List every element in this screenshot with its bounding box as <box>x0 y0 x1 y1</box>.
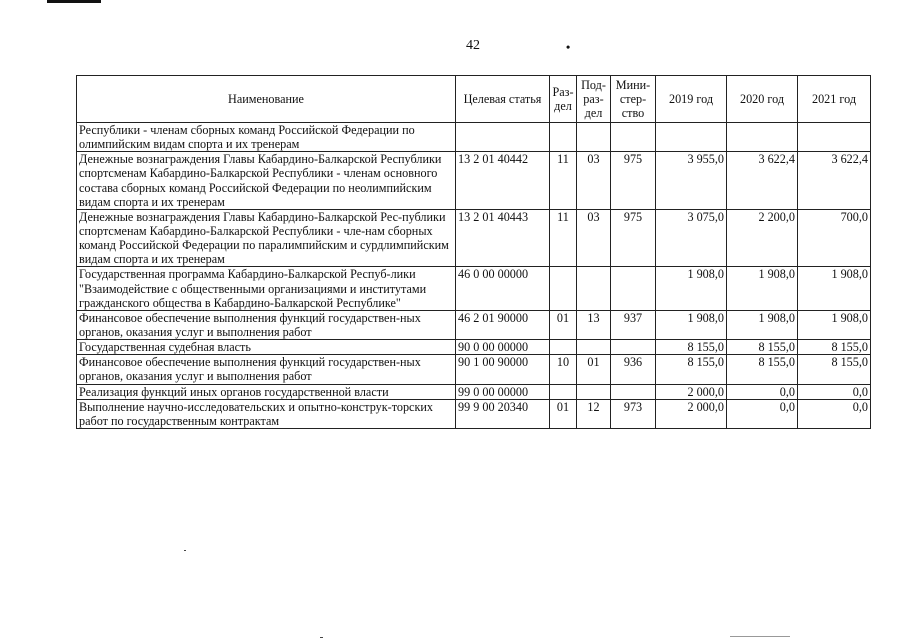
row-2020: 3 622,4 <box>727 152 798 210</box>
corner-mark <box>47 0 101 3</box>
row-2021: 1 908,0 <box>798 267 871 310</box>
row-2020 <box>727 123 798 152</box>
row-2019: 3 075,0 <box>656 209 727 267</box>
row-target: 46 2 01 90000 <box>456 310 550 339</box>
row-2020: 2 200,0 <box>727 209 798 267</box>
table-row <box>77 355 871 384</box>
row-subsection: 01 <box>577 355 611 384</box>
row-2019: 1 908,0 <box>656 267 727 310</box>
row-subsection: 13 <box>577 310 611 339</box>
header-2020: 2020 год <box>727 76 798 123</box>
dot-mark: • <box>566 40 571 54</box>
table-row <box>77 310 871 339</box>
row-subsection <box>577 123 611 152</box>
row-2019: 8 155,0 <box>656 355 727 384</box>
row-subsection: 03 <box>577 152 611 210</box>
row-name: Денежные вознаграждения Главы Кабардино-Балкарской Республики спортсменам Кабардино-Балкарской Республики - членам основного состава сборных команд Российской Федерации по неолимпийским видам спорта и их тренерам <box>77 152 456 210</box>
row-2019: 2 000,0 <box>656 384 727 399</box>
row-2020: 0,0 <box>727 399 798 428</box>
row-section: 10 <box>550 355 577 384</box>
table-row <box>77 340 871 355</box>
row-ministry: 975 <box>611 152 656 210</box>
row-2021: 700,0 <box>798 209 871 267</box>
row-2020: 1 908,0 <box>727 267 798 310</box>
header-name: Наименование <box>77 76 456 123</box>
row-2020: 0,0 <box>727 384 798 399</box>
row-name: Государственная судебная власть <box>77 340 456 355</box>
row-2019: 2 000,0 <box>656 399 727 428</box>
table-row <box>77 267 871 310</box>
scan-mark <box>184 550 186 551</box>
row-section: 01 <box>550 310 577 339</box>
row-ministry: 937 <box>611 310 656 339</box>
row-target: 99 9 00 20340 <box>456 399 550 428</box>
row-2019 <box>656 123 727 152</box>
row-target: 13 2 01 40443 <box>456 209 550 267</box>
header-section: Раз-дел <box>550 76 577 123</box>
row-2021: 0,0 <box>798 384 871 399</box>
row-subsection <box>577 267 611 310</box>
row-2021 <box>798 123 871 152</box>
row-2020: 8 155,0 <box>727 340 798 355</box>
table-row <box>77 399 871 428</box>
header-2021: 2021 год <box>798 76 871 123</box>
row-section <box>550 123 577 152</box>
table-row <box>77 152 871 210</box>
scan-mark <box>320 637 323 638</box>
header-2019: 2019 год <box>656 76 727 123</box>
row-2019: 3 955,0 <box>656 152 727 210</box>
row-target <box>456 123 550 152</box>
row-2021: 0,0 <box>798 399 871 428</box>
row-section: 01 <box>550 399 577 428</box>
row-name: Денежные вознаграждения Главы Кабардино-Балкарской Рес-публики спортсменам Кабардино-Балкарской Республики - чле-нам сборных команд Российской Федерации по паралимпийским и сурдлимпийским видам спорта и их тренерам <box>77 209 456 267</box>
row-2021: 3 622,4 <box>798 152 871 210</box>
row-section: 11 <box>550 152 577 210</box>
table-row <box>77 123 871 152</box>
row-name: Финансовое обеспечение выполнения функций государствен-ных органов, оказания услуг и выполнения работ <box>77 310 456 339</box>
row-2021: 1 908,0 <box>798 310 871 339</box>
row-2021: 8 155,0 <box>798 340 871 355</box>
row-ministry: 973 <box>611 399 656 428</box>
row-ministry <box>611 340 656 355</box>
header-subsection: Под-раз-дел <box>577 76 611 123</box>
row-target: 46 0 00 00000 <box>456 267 550 310</box>
header-target: Целевая статья <box>456 76 550 123</box>
row-section <box>550 340 577 355</box>
row-section <box>550 267 577 310</box>
row-name: Республики - членам сборных команд Российской Федерации по олимпийским видам спорта и их тренерам <box>77 123 456 152</box>
row-name: Финансовое обеспечение выполнения функций государствен-ных органов, оказания услуг и выполнения работ <box>77 355 456 384</box>
table-row <box>77 209 871 267</box>
row-ministry <box>611 384 656 399</box>
row-subsection <box>577 340 611 355</box>
row-ministry: 936 <box>611 355 656 384</box>
row-target: 90 1 00 90000 <box>456 355 550 384</box>
table-row <box>77 384 871 399</box>
row-subsection <box>577 384 611 399</box>
row-ministry <box>611 123 656 152</box>
row-subsection: 03 <box>577 209 611 267</box>
row-name: Выполнение научно-исследовательских и опытно-конструк-торских работ по государственным контрактам <box>77 399 456 428</box>
row-target: 99 0 00 00000 <box>456 384 550 399</box>
row-2020: 1 908,0 <box>727 310 798 339</box>
row-target: 13 2 01 40442 <box>456 152 550 210</box>
row-2019: 1 908,0 <box>656 310 727 339</box>
row-name: Государственная программа Кабардино-Балкарской Респуб-лики "Взаимодействие с общественными организациями и институтами гражданского общества в Кабардино-Балкарской Республике" <box>77 267 456 310</box>
row-section <box>550 384 577 399</box>
page-number: 42 <box>466 38 480 53</box>
row-target: 90 0 00 00000 <box>456 340 550 355</box>
row-2021: 8 155,0 <box>798 355 871 384</box>
header-row <box>77 76 871 123</box>
row-2020: 8 155,0 <box>727 355 798 384</box>
row-subsection: 12 <box>577 399 611 428</box>
row-2019: 8 155,0 <box>656 340 727 355</box>
header-ministry: Мини-стер-ство <box>611 76 656 123</box>
scan-mark <box>730 636 790 637</box>
budget-table <box>76 75 871 429</box>
row-section: 11 <box>550 209 577 267</box>
row-ministry <box>611 267 656 310</box>
row-name: Реализация функций иных органов государственной власти <box>77 384 456 399</box>
row-ministry: 975 <box>611 209 656 267</box>
